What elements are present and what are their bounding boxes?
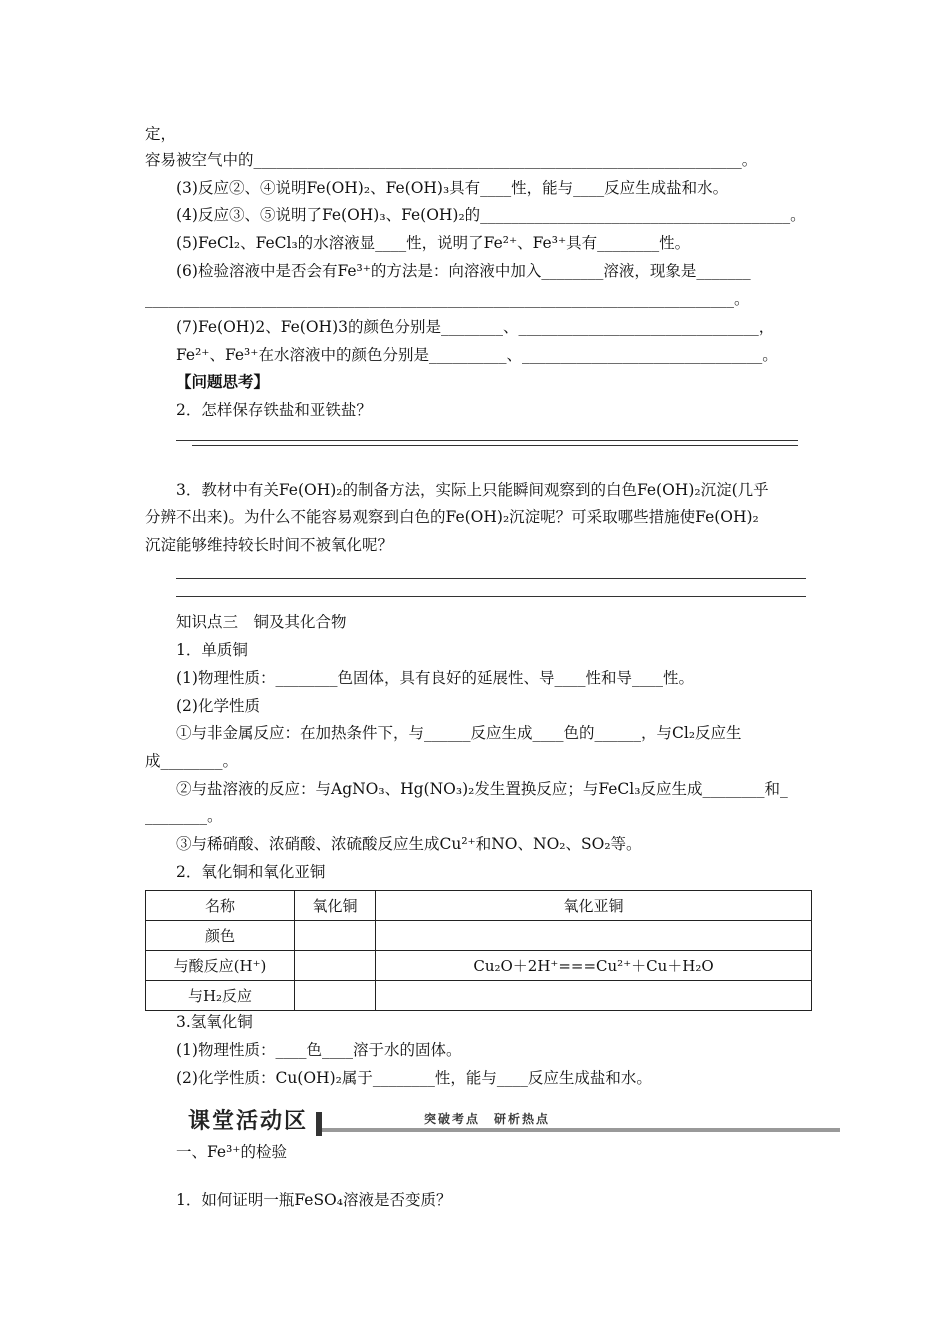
banner-underline xyxy=(322,1128,840,1132)
text-line: (2)化学性质 xyxy=(176,697,260,715)
question-1: 1．如何证明一瓶FeSO₄溶液是否变质？ xyxy=(176,1191,452,1209)
answer-line xyxy=(176,596,806,597)
section-banner xyxy=(188,1104,840,1140)
text-line: (6)检验溶液中是否会有Fe³⁺的方法是：向溶液中加入________溶液，现象是_______ xyxy=(176,262,751,280)
text-line: 沉淀能够维持较长时间不被氧化呢？ xyxy=(145,536,394,554)
question-2: 2．怎样保存铁盐和亚铁盐？ xyxy=(176,401,372,419)
table-cell xyxy=(376,981,812,1011)
text-line: 3.氢氧化铜 xyxy=(176,1013,253,1031)
banner-subtitle: 突破考点 研析热点 xyxy=(424,1112,551,1126)
table-cell xyxy=(295,951,376,981)
text-line: (7)Fe(OH)2、Fe(OH)3的颜色分别是________、_______________________________， xyxy=(176,318,775,336)
text-line: 成________。 xyxy=(145,752,239,770)
section-heading: 【问题思考】 xyxy=(176,372,270,391)
text-line: (4)反应③、⑤说明了Fe(OH)₃、Fe(OH)₂的________________________________________。 xyxy=(176,206,806,224)
table-header-row xyxy=(146,891,812,921)
question-3: 3．教材中有关Fe(OH)₂的制备方法，实际上只能瞬间观察到的白色Fe(OH)₂沉淀(几乎 xyxy=(176,481,769,499)
text-line: 分辨不出来)。为什么不能容易观察到白色的Fe(OH)₂沉淀呢？可采取哪些措施使Fe(OH)₂ xyxy=(145,508,759,526)
text-line: ③与稀硝酸、浓硝酸、浓硫酸反应生成Cu²⁺和NO、NO₂、SO₂等。 xyxy=(176,835,642,853)
text-line: 1．单质铜 xyxy=(176,641,248,659)
table-cell: Cu₂O＋2H⁺===Cu²⁺＋Cu＋H₂O xyxy=(376,951,812,981)
text-line: Fe²⁺、Fe³⁺在水溶液中的颜色分别是__________、_______________________________。 xyxy=(176,346,778,364)
text-line: (1)物理性质：________色固体，具有良好的延展性、导____性和导____性。 xyxy=(176,669,694,687)
table-cell: 与H₂反应 xyxy=(146,981,295,1011)
table-header: 名称 xyxy=(146,891,295,921)
text-line: ________。 xyxy=(145,807,223,825)
section-heading: 知识点三 铜及其化合物 xyxy=(176,613,347,631)
table-row xyxy=(146,921,812,951)
answer-line xyxy=(192,445,798,446)
copper-oxide-table xyxy=(145,890,812,1011)
banner-title: 课堂活动区 xyxy=(188,1109,309,1134)
text-line: (3)反应②、④说明Fe(OH)₂、Fe(OH)₃具有____性，能与____反应生成盐和水。 xyxy=(176,179,729,197)
banner-divider xyxy=(316,1112,322,1136)
text-line: ②与盐溶液的反应：与AgNO₃、Hg(NO₃)₂发生置换反应；与FeCl₃反应生成________和_ xyxy=(176,780,788,798)
table-header: 氧化亚铜 xyxy=(376,891,812,921)
answer-line xyxy=(176,578,806,579)
table-cell xyxy=(295,981,376,1011)
text-line: 容易被空气中的_______________________________________________________________。 xyxy=(145,151,758,169)
text-line: (2)化学性质：Cu(OH)₂属于________性，能与____反应生成盐和水。 xyxy=(176,1069,652,1087)
table-cell xyxy=(376,921,812,951)
table-cell xyxy=(295,921,376,951)
text-line: 定， xyxy=(145,125,177,143)
text-line: (5)FeCl₂、FeCl₃的水溶液显____性，说明了Fe²⁺、Fe³⁺具有________性。 xyxy=(176,234,691,252)
table-cell: 颜色 xyxy=(146,921,295,951)
table-cell: 与酸反应(H⁺) xyxy=(146,951,295,981)
table-row xyxy=(146,951,812,981)
text-line: 2．氧化铜和氧化亚铜 xyxy=(176,863,326,881)
text-line: ①与非金属反应：在加热条件下，与______反应生成____色的______，与Cl₂反应生 xyxy=(176,724,742,742)
answer-line xyxy=(176,440,798,441)
text-line: ____________________________________________________________________________。 xyxy=(145,290,750,308)
table-row xyxy=(146,981,812,1011)
section-heading: 一、Fe³⁺的检验 xyxy=(176,1143,287,1161)
text-line: (1)物理性质：____色____溶于水的固体。 xyxy=(176,1041,462,1059)
table-header: 氧化铜 xyxy=(295,891,376,921)
